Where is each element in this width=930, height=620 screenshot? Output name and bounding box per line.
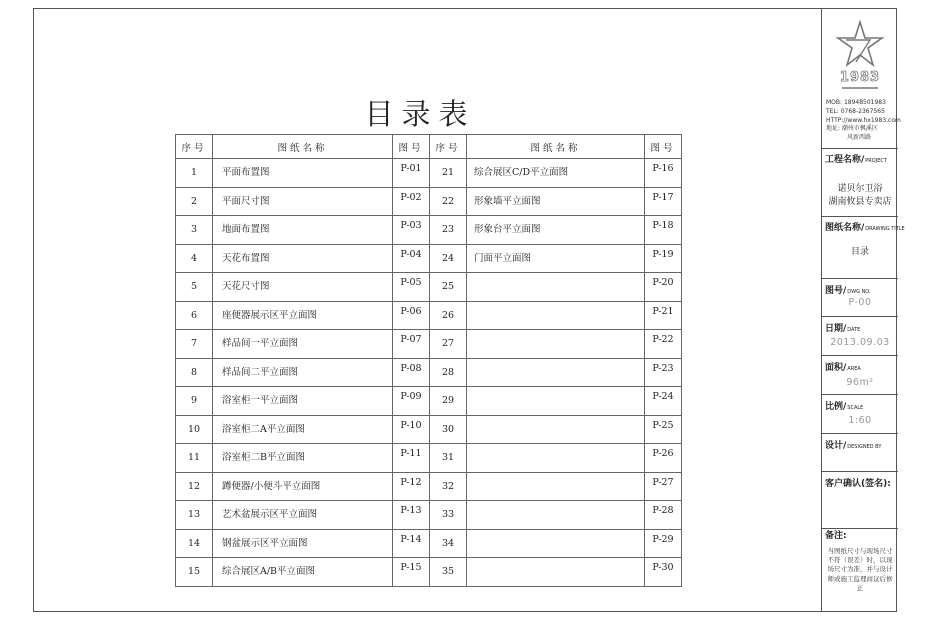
row-drawing-name (467, 472, 645, 501)
header-code-right: 图号 (645, 135, 682, 159)
row-no: 12 (176, 472, 213, 501)
row-no: 23 (430, 216, 467, 245)
row-no: 34 (430, 529, 467, 558)
title-block (821, 8, 905, 612)
table-row (176, 159, 682, 188)
row-no: 13 (176, 501, 213, 530)
table-row (176, 529, 682, 558)
row-drawing-code: P-26 (645, 444, 682, 473)
scale-label: 比例/SCALE (825, 402, 864, 412)
header-code: 图号 (393, 135, 430, 159)
client-signature-label: 客户确认(签名): (825, 479, 891, 489)
row-drawing-code: P-19 (645, 244, 682, 273)
row-drawing-name: 样品间一平立面图 (213, 330, 393, 359)
row-drawing-code: P-28 (645, 501, 682, 530)
date-value: 2013.09.03 (830, 337, 890, 348)
contact-mob: MOB: 18948501983 (826, 99, 886, 106)
table-row (176, 301, 682, 330)
row-no: 10 (176, 415, 213, 444)
row-drawing-code: P-15 (393, 558, 430, 587)
table-row (176, 472, 682, 501)
row-drawing-name: 门面平立面图 (467, 244, 645, 273)
row-drawing-code: P-11 (393, 444, 430, 473)
row-drawing-code: P-16 (645, 159, 682, 188)
row-drawing-name: 浴室柜二B平立面图 (213, 444, 393, 473)
table-row (176, 358, 682, 387)
row-no: 11 (176, 444, 213, 473)
row-no: 21 (430, 159, 467, 188)
row-drawing-name: 蹲便器/小便斗平立面图 (213, 472, 393, 501)
row-drawing-code: P-24 (645, 387, 682, 416)
area-value: 96m² (846, 377, 874, 388)
contact-address-2: 风新西路 (847, 134, 872, 142)
table-header-row (176, 135, 682, 159)
row-no: 8 (176, 358, 213, 387)
project-name-2: 湖南攸县专卖店 (828, 197, 892, 207)
row-drawing-name (467, 358, 645, 387)
dwg-no-label: 图号/DWG NO. (825, 286, 871, 296)
row-drawing-code: P-10 (393, 415, 430, 444)
table-row (176, 444, 682, 473)
row-drawing-name: 艺术盆展示区平立面图 (213, 501, 393, 530)
contact-address-1: 地址: 潮州市枫溪区 (826, 125, 878, 133)
row-drawing-code: P-08 (393, 358, 430, 387)
row-drawing-name (467, 529, 645, 558)
row-no: 7 (176, 330, 213, 359)
row-drawing-name: 综合展区C/D平立面图 (467, 159, 645, 188)
row-drawing-name: 形象台平立面图 (467, 216, 645, 245)
row-drawing-code: P-27 (645, 472, 682, 501)
row-drawing-code: P-02 (393, 187, 430, 216)
table-row (176, 415, 682, 444)
row-drawing-name: 综合展区A/B平立面图 (213, 558, 393, 587)
row-drawing-name (467, 501, 645, 530)
row-drawing-name: 钢盆展示区平立面图 (213, 529, 393, 558)
company-logo-star-icon (834, 18, 886, 92)
row-drawing-name (467, 330, 645, 359)
row-drawing-name (467, 444, 645, 473)
row-drawing-code: P-21 (645, 301, 682, 330)
row-drawing-name: 平面布置图 (213, 159, 393, 188)
contact-http: HTTP://www.hx1983.com (826, 116, 901, 124)
row-drawing-name: 形象墙平立面图 (467, 187, 645, 216)
logo-text: 1983 (839, 70, 881, 85)
row-drawing-code: P-07 (393, 330, 430, 359)
row-no: 22 (430, 187, 467, 216)
table-row (176, 330, 682, 359)
row-drawing-code: P-03 (393, 216, 430, 245)
row-drawing-code: P-04 (393, 244, 430, 273)
drawing-title-value: 目录 (850, 247, 869, 257)
project-label: 工程名称/PROJECT (825, 155, 887, 165)
row-drawing-name: 天花布置图 (213, 244, 393, 273)
scale-value: 1:60 (848, 415, 872, 426)
row-drawing-name (467, 387, 645, 416)
row-no: 6 (176, 301, 213, 330)
row-no: 5 (176, 273, 213, 302)
row-no: 9 (176, 387, 213, 416)
catalog-table (175, 134, 682, 587)
row-drawing-code: P-01 (393, 159, 430, 188)
row-no: 15 (176, 558, 213, 587)
row-drawing-code: P-23 (645, 358, 682, 387)
row-drawing-code: P-30 (645, 558, 682, 587)
table-row (176, 387, 682, 416)
row-drawing-code: P-05 (393, 273, 430, 302)
row-drawing-code: P-25 (645, 415, 682, 444)
date-label: 日期/DATE (825, 324, 861, 334)
row-no: 31 (430, 444, 467, 473)
row-no: 3 (176, 216, 213, 245)
header-name: 图纸名称 (213, 135, 393, 159)
header-no: 序号 (176, 135, 213, 159)
row-no: 29 (430, 387, 467, 416)
row-no: 25 (430, 273, 467, 302)
row-drawing-name: 平面尺寸图 (213, 187, 393, 216)
header-no-right: 序号 (430, 135, 467, 159)
row-drawing-name (467, 273, 645, 302)
row-drawing-code: P-20 (645, 273, 682, 302)
table-row (176, 216, 682, 245)
row-drawing-code: P-22 (645, 330, 682, 359)
row-drawing-name: 座便器展示区平立面图 (213, 301, 393, 330)
row-no: 2 (176, 187, 213, 216)
row-no: 32 (430, 472, 467, 501)
row-no: 1 (176, 159, 213, 188)
row-drawing-name: 天花尺寸图 (213, 273, 393, 302)
row-no: 4 (176, 244, 213, 273)
header-name-right: 图纸名称 (467, 135, 645, 159)
row-drawing-name (467, 301, 645, 330)
contact-info (826, 99, 901, 143)
row-drawing-code: P-06 (393, 301, 430, 330)
row-drawing-code: P-18 (645, 216, 682, 245)
row-drawing-code: P-14 (393, 529, 430, 558)
table-row (176, 501, 682, 530)
designer-label: 设计/DESIGNED BY (825, 441, 882, 451)
area-label: 面积/AREA (825, 363, 861, 373)
row-drawing-name (467, 558, 645, 587)
row-drawing-code: P-13 (393, 501, 430, 530)
row-no: 35 (430, 558, 467, 587)
row-drawing-code: P-09 (393, 387, 430, 416)
row-drawing-name: 浴室柜二A平立面图 (213, 415, 393, 444)
row-drawing-name (467, 415, 645, 444)
project-name-1: 诺贝尔卫浴 (837, 184, 883, 194)
row-drawing-code: P-17 (645, 187, 682, 216)
table-row (176, 558, 682, 587)
dwg-no-value: P-00 (848, 297, 872, 308)
row-drawing-code: P-12 (393, 472, 430, 501)
row-no: 14 (176, 529, 213, 558)
table-row (176, 187, 682, 216)
drawing-title-label: 图纸名称/DRAWING TITLE (825, 223, 905, 233)
row-drawing-name: 浴室柜一平立面图 (213, 387, 393, 416)
row-no: 24 (430, 244, 467, 273)
contact-tel: TEL: 0768-2367565 (826, 107, 885, 115)
table-row (176, 244, 682, 273)
page-title: 目录表 (364, 97, 476, 131)
row-no: 26 (430, 301, 467, 330)
row-no: 27 (430, 330, 467, 359)
table-row (176, 273, 682, 302)
row-no: 30 (430, 415, 467, 444)
notes-text: 当图纸尺寸与现场尺寸不符（误差）时，以现场尺寸为准，并与设计师或施工监理商议后修正 (827, 547, 893, 592)
notes-label: 备注: (825, 531, 847, 541)
row-drawing-code: P-29 (645, 529, 682, 558)
row-drawing-name: 样品间二平立面图 (213, 358, 393, 387)
row-no: 33 (430, 501, 467, 530)
row-drawing-name: 地面布置图 (213, 216, 393, 245)
row-no: 28 (430, 358, 467, 387)
